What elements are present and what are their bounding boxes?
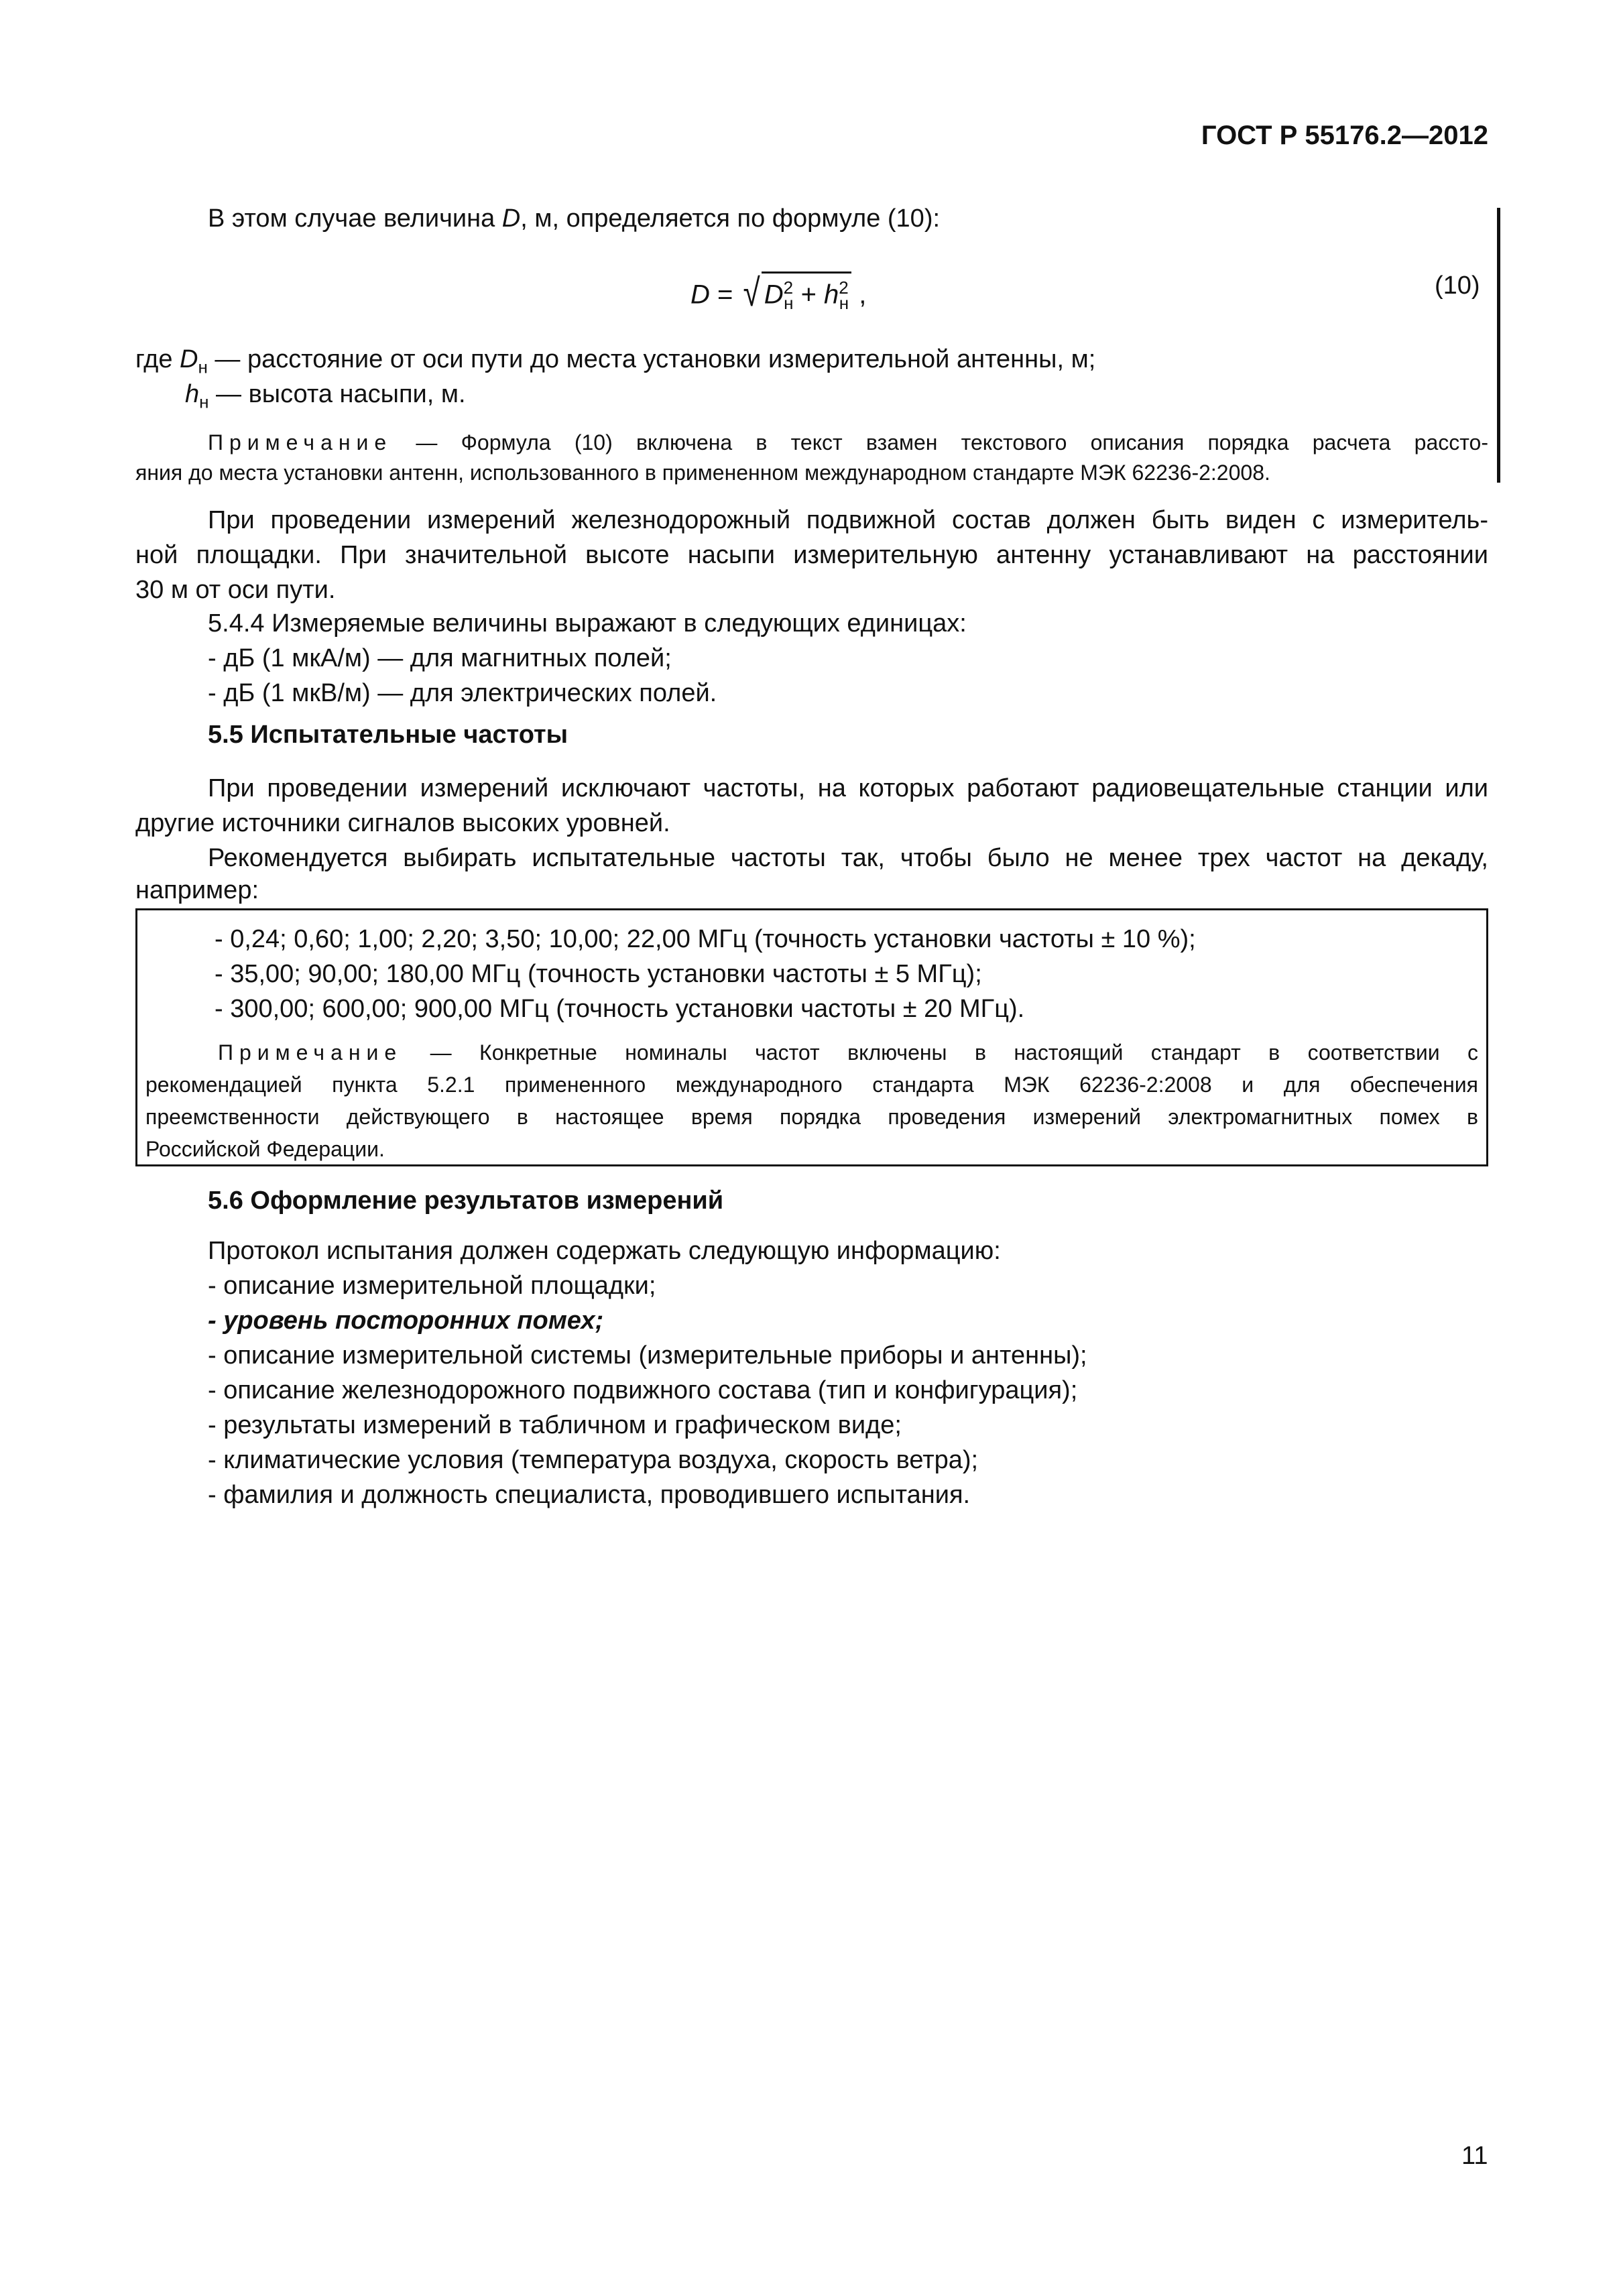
intro-line bbox=[208, 201, 940, 236]
where-h-sub: н bbox=[199, 391, 209, 412]
formula-number: (10) bbox=[1435, 271, 1480, 300]
formula-term1-sub: н bbox=[784, 293, 794, 314]
where-h-line bbox=[185, 377, 466, 420]
where-d-sub: н bbox=[198, 357, 208, 377]
formula-term2-sub: н bbox=[839, 293, 849, 314]
section-56-item: - описание измерительной системы (измерительные приборы и антенны); bbox=[208, 1341, 1087, 1370]
page-number: 11 bbox=[1461, 2142, 1488, 2170]
formula-term2-var: h bbox=[824, 280, 839, 310]
para1-line3: 30 м от оси пути. bbox=[135, 576, 336, 604]
where-h-var: h bbox=[185, 380, 200, 408]
note1-line2: яния до места установки антенн, использованного в примененном международном стандарте МЭК 62236-2:2008. bbox=[135, 461, 1270, 485]
where-h-text: — высота насыпи, м. bbox=[208, 380, 466, 408]
section-55-p2-line1: Рекомендуется выбирать испытательные частоты так, чтобы было не менее трех частот на декаду, bbox=[208, 844, 1488, 872]
section-544-item2: - дБ (1 мкВ/м) — для электрических полей. bbox=[208, 679, 717, 707]
note1-line1 bbox=[208, 426, 1488, 459]
formula-lhs: D bbox=[690, 280, 710, 310]
freq-item2: - 35,00; 90,00; 180,00 МГц (точность установки частоты ± 5 МГц); bbox=[215, 960, 982, 988]
freq-note-label: Примечание bbox=[218, 1040, 403, 1065]
section-56-heading: 5.6 Оформление результатов измерений bbox=[208, 1187, 724, 1215]
where-d-text: — расстояние от оси пути до места установки измерительной антенны, м; bbox=[207, 345, 1096, 373]
section-56-item: - климатические условия (температура воздуха, скорость ветра); bbox=[208, 1446, 979, 1474]
freq-note-line2: рекомендацией пункта 5.2.1 примененного международного стандарта МЭК 62236-2:2008 и для обеспечения bbox=[145, 1073, 1478, 1097]
formula-term1-sup: 2 bbox=[783, 278, 794, 298]
section-56-item: - результаты измерений в табличном и графическом виде; bbox=[208, 1411, 902, 1439]
freq-item1: - 0,24; 0,60; 1,00; 2,20; 3,50; 10,00; 22,00 МГц (точность установки частоты ± 10 %); bbox=[215, 925, 1196, 953]
freq-note-line4: Российской Федерации. bbox=[145, 1137, 385, 1161]
formula-10 bbox=[690, 271, 866, 318]
note1-text1: — Формула (10) включена в текст взамен текстового описания порядка расчета рассто- bbox=[392, 430, 1488, 455]
section-544-heading: 5.4.4 Измеряемые величины выражают в следующих единицах: bbox=[208, 609, 967, 638]
freq-note-text1: — Конкретные номиналы частот включены в настоящий стандарт в соответствии с bbox=[402, 1040, 1478, 1065]
para1-line1: При проведении измерений железнодорожный подвижной состав должен быть виден с измеритель- bbox=[208, 506, 1488, 534]
intro-text-before: В этом случае величина bbox=[208, 204, 502, 233]
freq-note-line1 bbox=[218, 1036, 1478, 1069]
freq-item3: - 300,00; 600,00; 900,00 МГц (точность установки частоты ± 20 МГц). bbox=[215, 995, 1025, 1023]
formula-plus: + bbox=[793, 280, 825, 310]
section-56-item-highlighted: - уровень посторонних помех; bbox=[208, 1307, 604, 1335]
section-55-p1-line2: другие источники сигналов высоких уровней. bbox=[135, 809, 670, 837]
sqrt-icon: √ bbox=[743, 270, 760, 314]
para1-line2: ной площадки. При значительной высоте насыпи измерительную антенну устанавливают на расстоянии bbox=[135, 541, 1488, 569]
where-prefix: где bbox=[135, 345, 180, 373]
formula-radicand bbox=[762, 271, 851, 314]
section-55-p2-line2: например: bbox=[135, 876, 259, 904]
formula-term1-var: D bbox=[764, 280, 784, 310]
section-544-item1: - дБ (1 мкА/м) — для магнитных полей; bbox=[208, 644, 672, 672]
formula-equals: = bbox=[709, 280, 741, 310]
formula-trail: , bbox=[851, 280, 867, 310]
formula-term2-sup: 2 bbox=[839, 278, 849, 298]
note1-label: Примечание bbox=[208, 430, 393, 455]
section-56-item: - описание измерительной площадки; bbox=[208, 1272, 656, 1300]
section-56-intro: Протокол испытания должен содержать следующую информацию: bbox=[208, 1237, 1001, 1265]
change-bar bbox=[1497, 208, 1500, 483]
freq-note-line3: преемственности действующего в настоящее время порядка проведения измерений электромагнитных помех в bbox=[145, 1105, 1478, 1129]
section-55-p1-line1: При проведении измерений исключают частоты, на которых работают радиовещательные станции или bbox=[208, 774, 1488, 802]
section-55-heading: 5.5 Испытательные частоты bbox=[208, 721, 568, 749]
where-d-var: D bbox=[180, 345, 198, 373]
section-56-item: - описание железнодорожного подвижного состава (тип и конфигурация); bbox=[208, 1376, 1078, 1404]
intro-variable: D bbox=[501, 204, 521, 233]
intro-text-after: , м, определяется по формуле (10): bbox=[520, 204, 941, 233]
section-56-item: - фамилия и должность специалиста, проводившего испытания. bbox=[208, 1481, 971, 1509]
document-header-id: ГОСТ Р 55176.2—2012 bbox=[1201, 121, 1488, 150]
